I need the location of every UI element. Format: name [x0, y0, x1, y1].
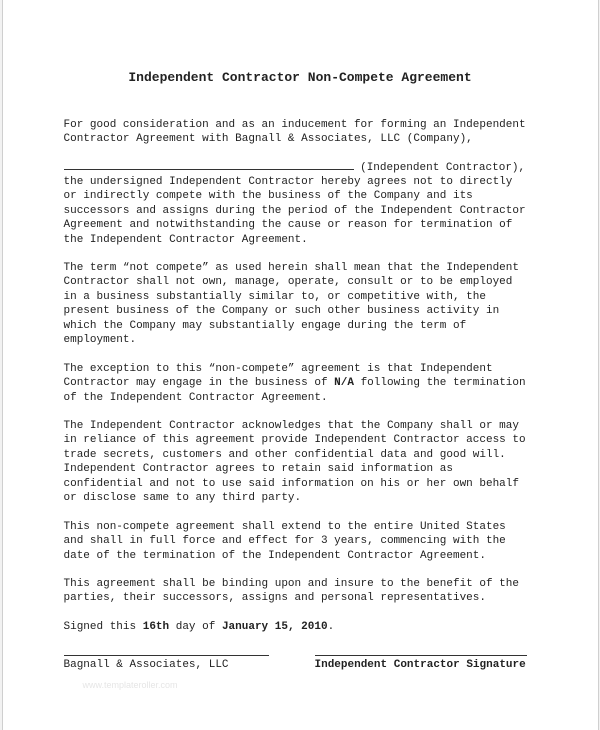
document-page: [2, 0, 599, 730]
company-signature-line[interactable]: [64, 655, 269, 671]
company-signature-label: Bagnall & Associates, LLC: [63, 659, 229, 671]
signed-line: [64, 620, 534, 634]
contractor-name-blank[interactable]: [64, 160, 354, 170]
exception-line-3: of the Independent Contractor Agreement.: [63, 391, 328, 404]
contractor-name-line: [64, 160, 534, 175]
scope-paragraph: This non-compete agreement shall extend to the entire United States and shall in full force and effect for 3 years, commencing with the date of the termination of the Independent Contractor Agreement.: [63, 521, 506, 562]
confidentiality-paragraph: The Independent Contractor acknowledges that the Company shall or may in reliance of this agreement provide Independent Contractor access to trade secrets, customers and other confidential data and good will. Independent Contractor agrees to retain said information as confidential and not to use said information on his or her own behalf or disclose same to any third party.: [63, 420, 526, 505]
exception-paragraph: [64, 362, 534, 405]
exception-line-2-end: following the termination: [353, 377, 526, 390]
document-title: Independent Contractor Non-Compete Agreement: [128, 70, 472, 85]
exception-line-2-start: Contractor may engage in the business of: [63, 377, 335, 390]
signed-day: 16th: [142, 621, 170, 633]
intro-paragraph: [64, 118, 534, 147]
contractor-signature-line[interactable]: [315, 655, 527, 671]
signed-prefix: Signed this: [63, 621, 143, 633]
signed-suffix: .: [327, 621, 335, 633]
contractor-signature-label: Independent Contractor Signature: [314, 659, 526, 671]
signed-mid: day of: [169, 621, 222, 633]
exception-line-1: The exception to this “non-compete” agreement is that Independent: [63, 363, 493, 375]
contractor-label: (Independent Contractor),: [353, 162, 526, 174]
signed-date: January 15, 2010: [221, 621, 328, 633]
binding-paragraph: This agreement shall be binding upon and insure to the benefit of the parties, their successors, assigns and personal representatives.: [63, 578, 519, 605]
non-compete-commitment: the undersigned Independent Contractor hereby agrees not to directly or indirectly compete with the business of the Company and its successors and assigns during the period of the Independent Contractor Agreement and notwithstanding the cause or reason for termination of the Independent Contractor Agreement.: [63, 176, 526, 246]
intro-line-1: For good consideration and as an inducement for forming an Independent: [63, 119, 526, 131]
exception-business: N/A: [334, 377, 354, 390]
definition-paragraph: The term “not compete” as used herein shall mean that the Independent Contractor shall not own, manage, operate, consult or to be employed in a business substantially similar to, or competitive with, the present business of the Company or such other business activity in which the Company may substantially engage during the term of employment.: [63, 262, 519, 347]
watermark: www.templateroller.com: [82, 680, 178, 690]
intro-line-2: Contractor Agreement with Bagnall & Associates, LLC (Company),: [63, 133, 473, 146]
